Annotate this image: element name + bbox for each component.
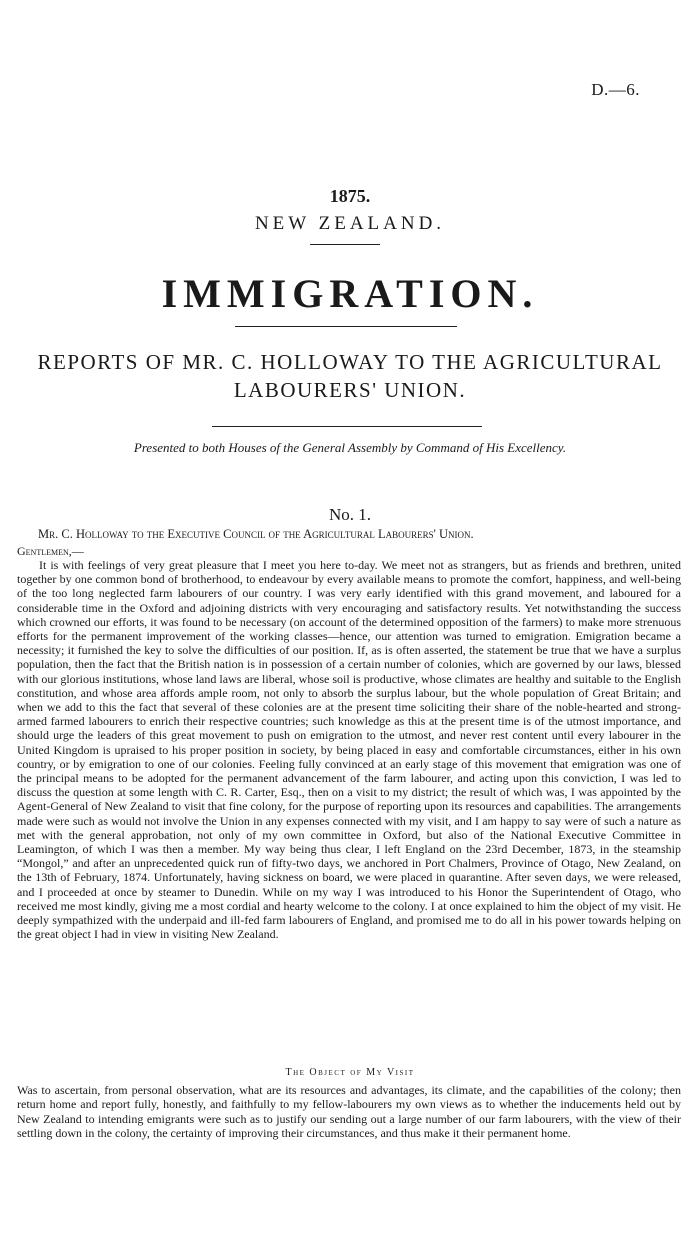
country-heading: NEW ZEALAND. bbox=[254, 213, 446, 234]
document-title: IMMIGRATION. bbox=[161, 271, 539, 316]
section-heading: The Object of My Visit bbox=[285, 1067, 415, 1078]
salutation: Gentlemen,— bbox=[17, 544, 84, 558]
divider-rule bbox=[235, 326, 457, 327]
paragraph-1: It is with feelings of very great pleasure that I meet you here to-day. We meet not as strangers, but as friends and brethren, united together by one common bond of brotherhood, to endeavour by every available means to promote the comfort, happiness, and well-being of the too long neglected farm labourers of our country. I was very early identified with this grand movement, and laboured for a considerable time in the Oxford and adjoining districts with very encouraging and satisfactory results. Yet notwithstanding the success which crowned our efforts, it was found to be necessary (on account of the determined opposition of the farmers) to make more strenuous efforts for the permanent improvement of the working classes—hence, our attention was turned to emigration. Emigration became a necessity; it furnished the key to solve the difficulties of our position. If, as is often asserted, the statement be true that we have a surplus population, then the fact that the British nation is in possession of a certain number of colonies, which are governed by our laws, blessed with our glorious institutions, whose land laws are liberal, whose soil is productive, whose climates are healthy and suitable to the English constitution, and whose area affords ample room, not only to absorb the surplus labour, but the whole population of Great Britain; and when we add to this the fact that several of these colonies are at the present time soliciting their share of the noble-hearted and strong-armed farmed labourers to enrich their respective countries; such knowledge as this at the present time is of the utmost importance, and should urge the leaders of this great movement to push on emigration to the utmost, and never rest content until every labourer in the United Kingdom is upraised to his proper position in society, by being placed in easy and comfortable circumstances, either in his own country, or by emigration to one of our colonies. Feeling fully convinced at an early stage of this movement that emigration was one of the principal means to be adopted for the permanent advancement of the farm labourer, and acting upon this conviction, I was led to discuss the question at some length with C. R. Carter, Esq., then on a visit to my district; the result of which was, I was appointed by the Agent-General of New Zealand to visit that fine colony, for the purpose of reporting upon its resources and capabilities. The arrangements made were such as would not involve the Union in any expenses connected with my visit, and I am happy to say were of such a nature as met with the general approbation, not only of my own committee in Oxford, but also of the National Executive Committee in Leamington, of which I was then a member. My way being thus clear, I left England on the 23rd December, 1873, in the steamship “Mongol,” and after an unprecedented quick run of fifty-two days, we anchored in Port Chalmers, Province of Otago, New Zealand, on the 13th of February, 1874. Unfortunately, having sickness on board, we were placed in quarantine. After seven days, we were released, and I proceeded at once by steamer to Dunedin. While on my way I was introduced to his Honor the Superintendent of Otago, who received me most kindly, giving me a most cordial and hearty welcome to the colony. I at once explained to him the object of my visit. He deeply sympathized with the underpaid and ill-fed farm labourers of England, and promised me to do all in his power towards helping on the great object I had in view in visiting New Zealand. bbox=[17, 558, 681, 942]
document-year: 1875. bbox=[329, 186, 371, 206]
document-subtitle-line1: REPORTS OF MR. C. HOLLOWAY TO THE AGRICULTURAL bbox=[37, 350, 663, 374]
divider-rule bbox=[310, 244, 380, 245]
document-subtitle-line2: LABOURERS' UNION. bbox=[233, 378, 467, 402]
presented-note: Presented to both Houses of the General Assembly by Command of His Excellency. bbox=[133, 440, 567, 455]
report-body bbox=[17, 558, 681, 941]
report-address-line: Mr. C. Holloway to the Executive Council of the Agricultural Labourers' Union. bbox=[38, 527, 474, 541]
paragraph-2: Was to ascertain, from personal observation, what are its resources and advantages, its climate, and the capabilities of the colony; then return home and report fully, honestly, and faithfully to my fellow-labourers my own views as to whether the inducements held out by New Zealand to intending emigrants were such as to justify our sending out a large number of our farm labourers, with the view of their settling down in the colony, the certainty of improving their circumstances, and thus make it their permanent home. bbox=[17, 1083, 681, 1140]
divider-rule bbox=[212, 426, 482, 427]
document-reference: D.—6. bbox=[591, 80, 640, 99]
report-number: No. 1. bbox=[328, 505, 372, 524]
report-body-continued bbox=[17, 1083, 681, 1140]
